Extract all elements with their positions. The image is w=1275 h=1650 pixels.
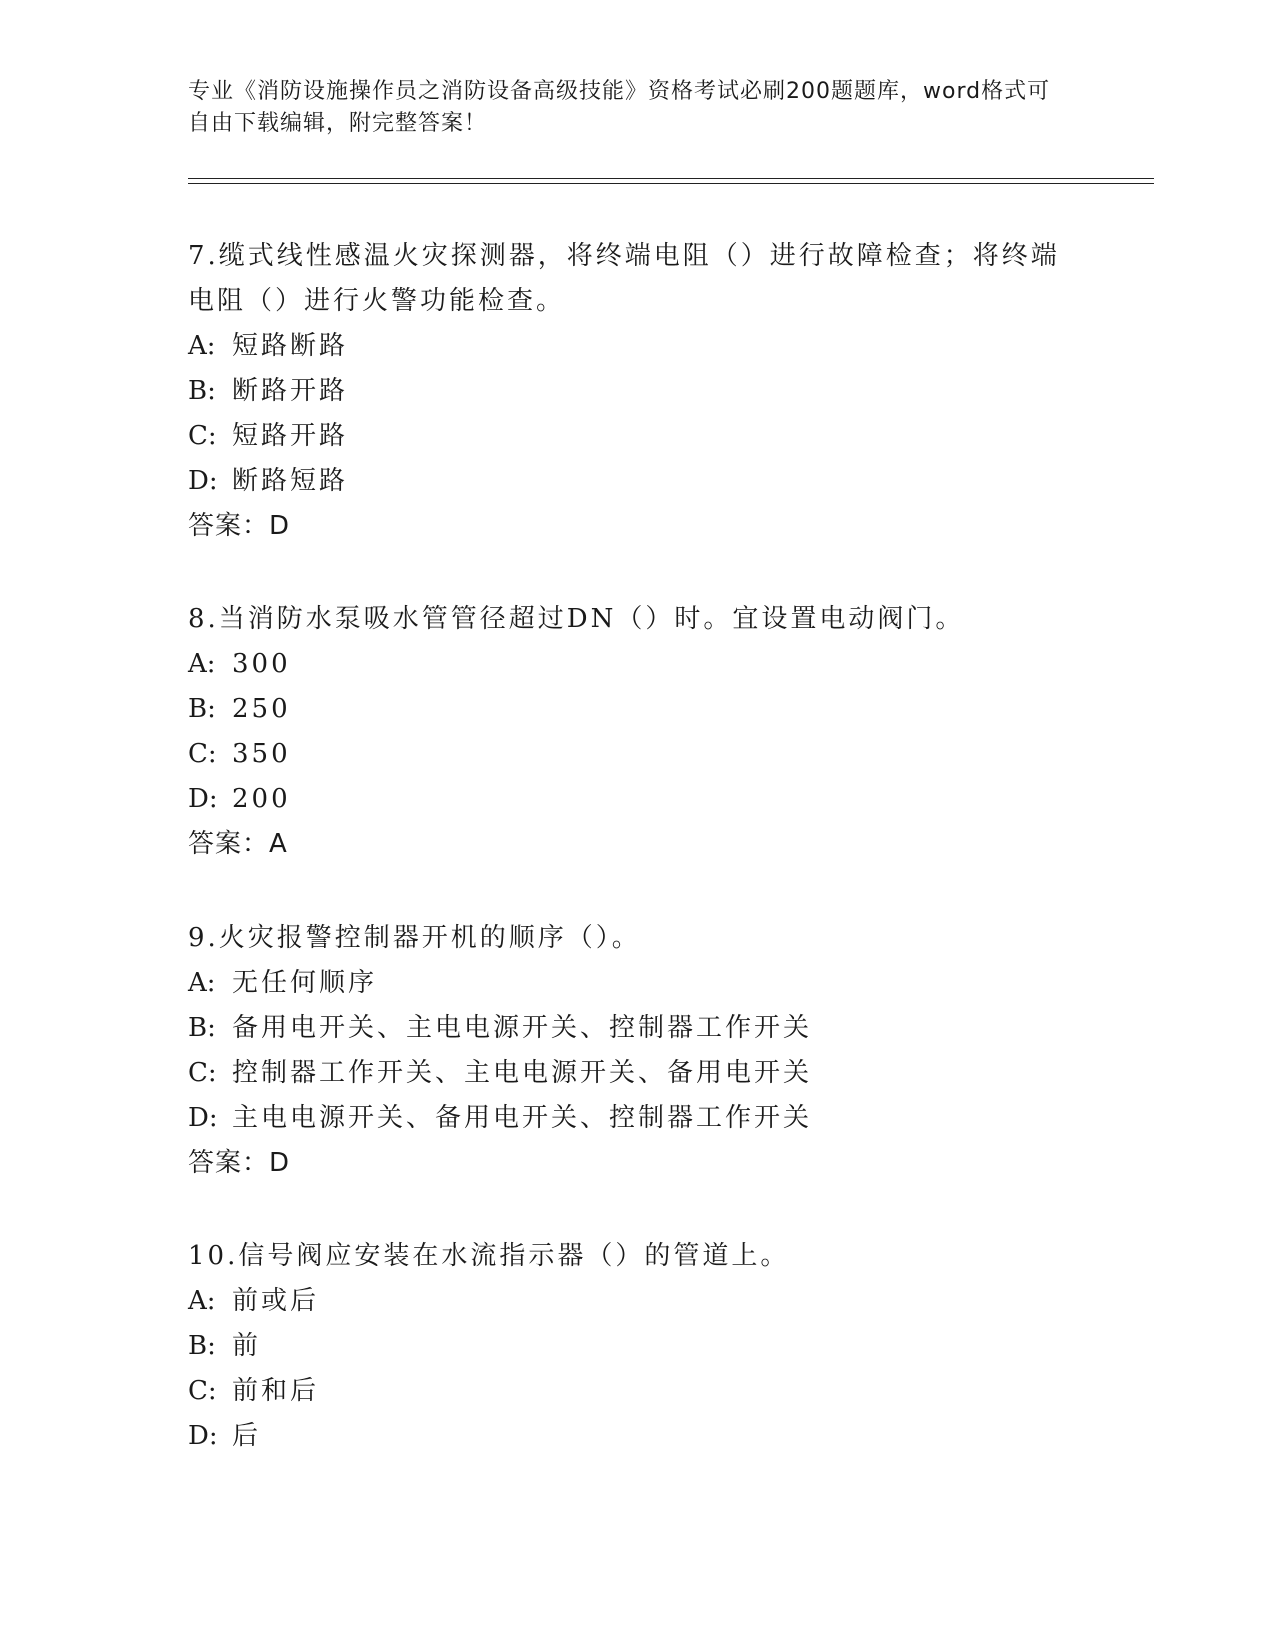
- answer-line: 答案：A: [188, 829, 288, 859]
- option-text: 前和后: [232, 1376, 320, 1406]
- option-letter: B:: [188, 1013, 216, 1043]
- option-a: [188, 642, 1068, 687]
- question-8: [188, 597, 1068, 867]
- option-text: 断路开路: [232, 376, 349, 406]
- option-b: [188, 1006, 1068, 1051]
- option-d: [188, 459, 1068, 504]
- question-stem: 9.火灾报警控制器开机的顺序（）。: [188, 923, 641, 953]
- option-a: [188, 324, 1068, 369]
- question-10: [188, 1234, 1068, 1459]
- question-stem: 10.信号阀应安装在水流指示器（）的管道上。: [188, 1241, 790, 1271]
- option-text: 后: [232, 1421, 262, 1451]
- option-text: 350: [232, 739, 291, 769]
- option-c: [188, 414, 1068, 459]
- document-header: 专业《消防设施操作员之消防设备高级技能》资格考试必刷200题题库，word格式可自由下载编辑，附完整答案！: [188, 79, 1051, 136]
- option-letter: D:: [188, 1103, 218, 1133]
- option-text: 200: [232, 784, 291, 814]
- option-b: [188, 687, 1068, 732]
- option-letter: B:: [188, 1331, 216, 1361]
- header-divider-top: [188, 178, 1154, 179]
- option-text: 短路断路: [232, 331, 349, 361]
- option-text: 250: [232, 694, 291, 724]
- option-letter: C:: [188, 1058, 217, 1088]
- question-stem: 7.缆式线性感温火灾探测器，将终端电阻（）进行故障检查；将终端电阻（）进行火警功能检查。: [188, 241, 1060, 316]
- option-letter: C:: [188, 739, 217, 769]
- option-text: 短路开路: [232, 421, 349, 451]
- option-text: 主电电源开关、备用电开关、控制器工作开关: [232, 1103, 813, 1133]
- option-letter: A:: [188, 968, 216, 998]
- option-d: [188, 1414, 1068, 1459]
- option-letter: C:: [188, 421, 217, 451]
- option-text: 前或后: [232, 1286, 320, 1316]
- option-a: [188, 961, 1068, 1006]
- option-a: [188, 1279, 1068, 1324]
- option-d: [188, 1096, 1068, 1141]
- header-divider-bottom: [188, 183, 1154, 184]
- option-c: [188, 1051, 1068, 1096]
- option-letter: A:: [188, 649, 216, 679]
- option-text: 备用电开关、主电电源开关、控制器工作开关: [232, 1013, 813, 1043]
- answer-line: 答案：D: [188, 1148, 291, 1178]
- option-letter: D:: [188, 466, 218, 496]
- answer-line: 答案：D: [188, 511, 291, 541]
- option-c: [188, 1369, 1068, 1414]
- option-text: 前: [232, 1331, 262, 1361]
- option-letter: C:: [188, 1376, 217, 1406]
- option-c: [188, 732, 1068, 777]
- option-text: 300: [232, 649, 291, 679]
- option-b: [188, 369, 1068, 414]
- option-text: 断路短路: [232, 466, 349, 496]
- option-letter: B:: [188, 376, 216, 406]
- option-letter: B:: [188, 694, 216, 724]
- option-d: [188, 777, 1068, 822]
- option-letter: A:: [188, 1286, 216, 1316]
- question-9: [188, 916, 1068, 1186]
- question-7: [188, 234, 1068, 549]
- option-b: [188, 1324, 1068, 1369]
- question-stem: 8.当消防水泵吸水管管径超过DN（）时。宜设置电动阀门。: [188, 604, 965, 634]
- option-letter: A:: [188, 331, 216, 361]
- option-text: 无任何顺序: [232, 968, 378, 998]
- option-text: 控制器工作开关、主电电源开关、备用电开关: [232, 1058, 813, 1088]
- option-letter: D:: [188, 1421, 218, 1451]
- option-letter: D:: [188, 784, 218, 814]
